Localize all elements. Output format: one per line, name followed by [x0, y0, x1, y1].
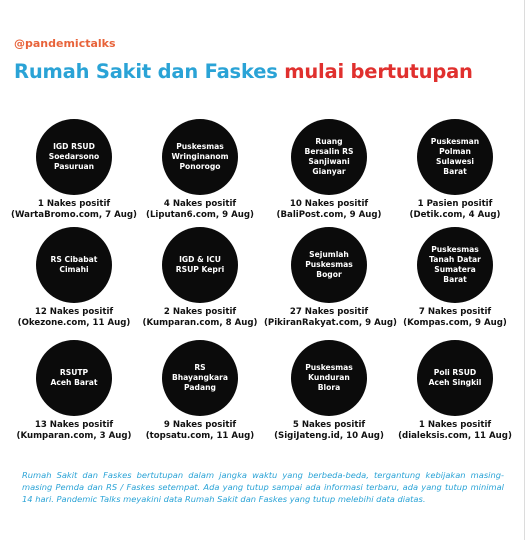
- facility-count: 1 Nakes positif: [37, 199, 111, 209]
- title-part-blue: Rumah Sakit dan Faskes: [14, 60, 285, 83]
- facility-card: [135, 119, 265, 221]
- facility-name: IGD RSUD Soedarsono Pasuruan: [48, 142, 100, 171]
- facility-count: 2 Nakes positif: [163, 307, 237, 317]
- account-handle: @pandemictalks: [14, 37, 116, 50]
- facility-count: 1 Nakes positif: [418, 420, 492, 430]
- facility-count: 10 Nakes positif: [289, 199, 369, 209]
- facility-count: 9 Nakes positif: [163, 420, 237, 430]
- facility-count: 4 Nakes positif: [163, 199, 237, 209]
- facility-source: (BaliPost.com, 9 Aug): [276, 210, 382, 220]
- facility-source: (Kompas.com, 9 Aug): [403, 318, 507, 328]
- facility-name: RSUTP Aceh Barat: [50, 368, 98, 387]
- facility-circle: [162, 119, 238, 195]
- facility-name: Puskesman Polman Sulawesi Barat: [430, 137, 480, 176]
- facility-circle: [162, 227, 238, 303]
- facility-source: (Okezone.com, 11 Aug): [17, 318, 131, 328]
- footnote: Rumah Sakit dan Faskes bertutupan dalam jangka waktu yang berbeda-beda, tergantung kebijakan masing-masing Pemda dan RS / Faskes setempat. Ada yang tutup sampai ada informasi terbaru, ada yang tutup minimal 14 hari. Pandemic Talks meyakini data Rumah Sakit dan Faskes yang tutup melebihi data diatas.: [22, 470, 504, 504]
- facility-name: Poli RSUD Aceh Singkil: [428, 368, 482, 387]
- facility-count: 13 Nakes positif: [34, 420, 114, 430]
- facility-circle: [417, 119, 493, 195]
- facility-circle: [291, 227, 367, 303]
- facility-source: (Kumparan.com, 3 Aug): [16, 431, 132, 441]
- facility-count: 12 Nakes positif: [34, 307, 114, 317]
- facility-card: [264, 340, 394, 442]
- facility-circle: [417, 340, 493, 416]
- facility-name: Ruang Bersalin RS Sanjiwani Gianyar: [304, 137, 354, 176]
- facility-count: 27 Nakes positif: [289, 307, 369, 317]
- facility-card: [390, 119, 520, 221]
- facility-name: Puskesmas Wringinanom Ponorogo: [171, 142, 229, 171]
- facility-source: (SigiJateng.id, 10 Aug): [274, 431, 384, 441]
- facility-circle: [36, 227, 112, 303]
- facility-name: IGD & ICU RSUP Kepri: [175, 255, 225, 274]
- facility-card: [9, 227, 139, 329]
- facility-circle: [291, 119, 367, 195]
- facility-card: [390, 227, 520, 329]
- facility-circle: [162, 340, 238, 416]
- facility-card: [264, 227, 397, 329]
- facility-circle: [36, 340, 112, 416]
- facility-card: [390, 340, 520, 442]
- facility-count: 1 Pasien positif: [417, 199, 493, 209]
- facility-card: [264, 119, 394, 221]
- facility-source: (WartaBromo.com, 7 Aug): [11, 210, 137, 220]
- facility-circle: [36, 119, 112, 195]
- facility-count: 5 Nakes positif: [292, 420, 366, 430]
- facility-card: [135, 340, 265, 442]
- facility-name: Puskesmas Kunduran Blora: [305, 363, 353, 392]
- facility-source: (Detik.com, 4 Aug): [409, 210, 501, 220]
- facility-source: (Liputan6.com, 9 Aug): [146, 210, 254, 220]
- facility-circle: [417, 227, 493, 303]
- facility-card: [135, 227, 265, 329]
- facility-name: RS Bhayangkara Padang: [171, 363, 229, 392]
- facility-count: 7 Nakes positif: [418, 307, 492, 317]
- facility-name: Puskesmas Tanah Datar Sumatera Barat: [429, 245, 481, 284]
- facility-source: (Kumparan.com, 8 Aug): [142, 318, 258, 328]
- facility-name: RS Cibabat Cimahi: [50, 255, 98, 274]
- facility-name: Sejumlah Puskesmas Bogor: [305, 250, 353, 279]
- title-part-red: mulai bertutupan: [284, 60, 473, 83]
- facility-source: (topsatu.com, 11 Aug): [145, 431, 255, 441]
- facility-card: [9, 340, 139, 442]
- facility-card: [9, 119, 139, 221]
- facility-source: (dialeksis.com, 11 Aug): [398, 431, 512, 441]
- facility-circle: [291, 340, 367, 416]
- facility-source: (PikiranRakyat.com, 9 Aug): [264, 318, 397, 328]
